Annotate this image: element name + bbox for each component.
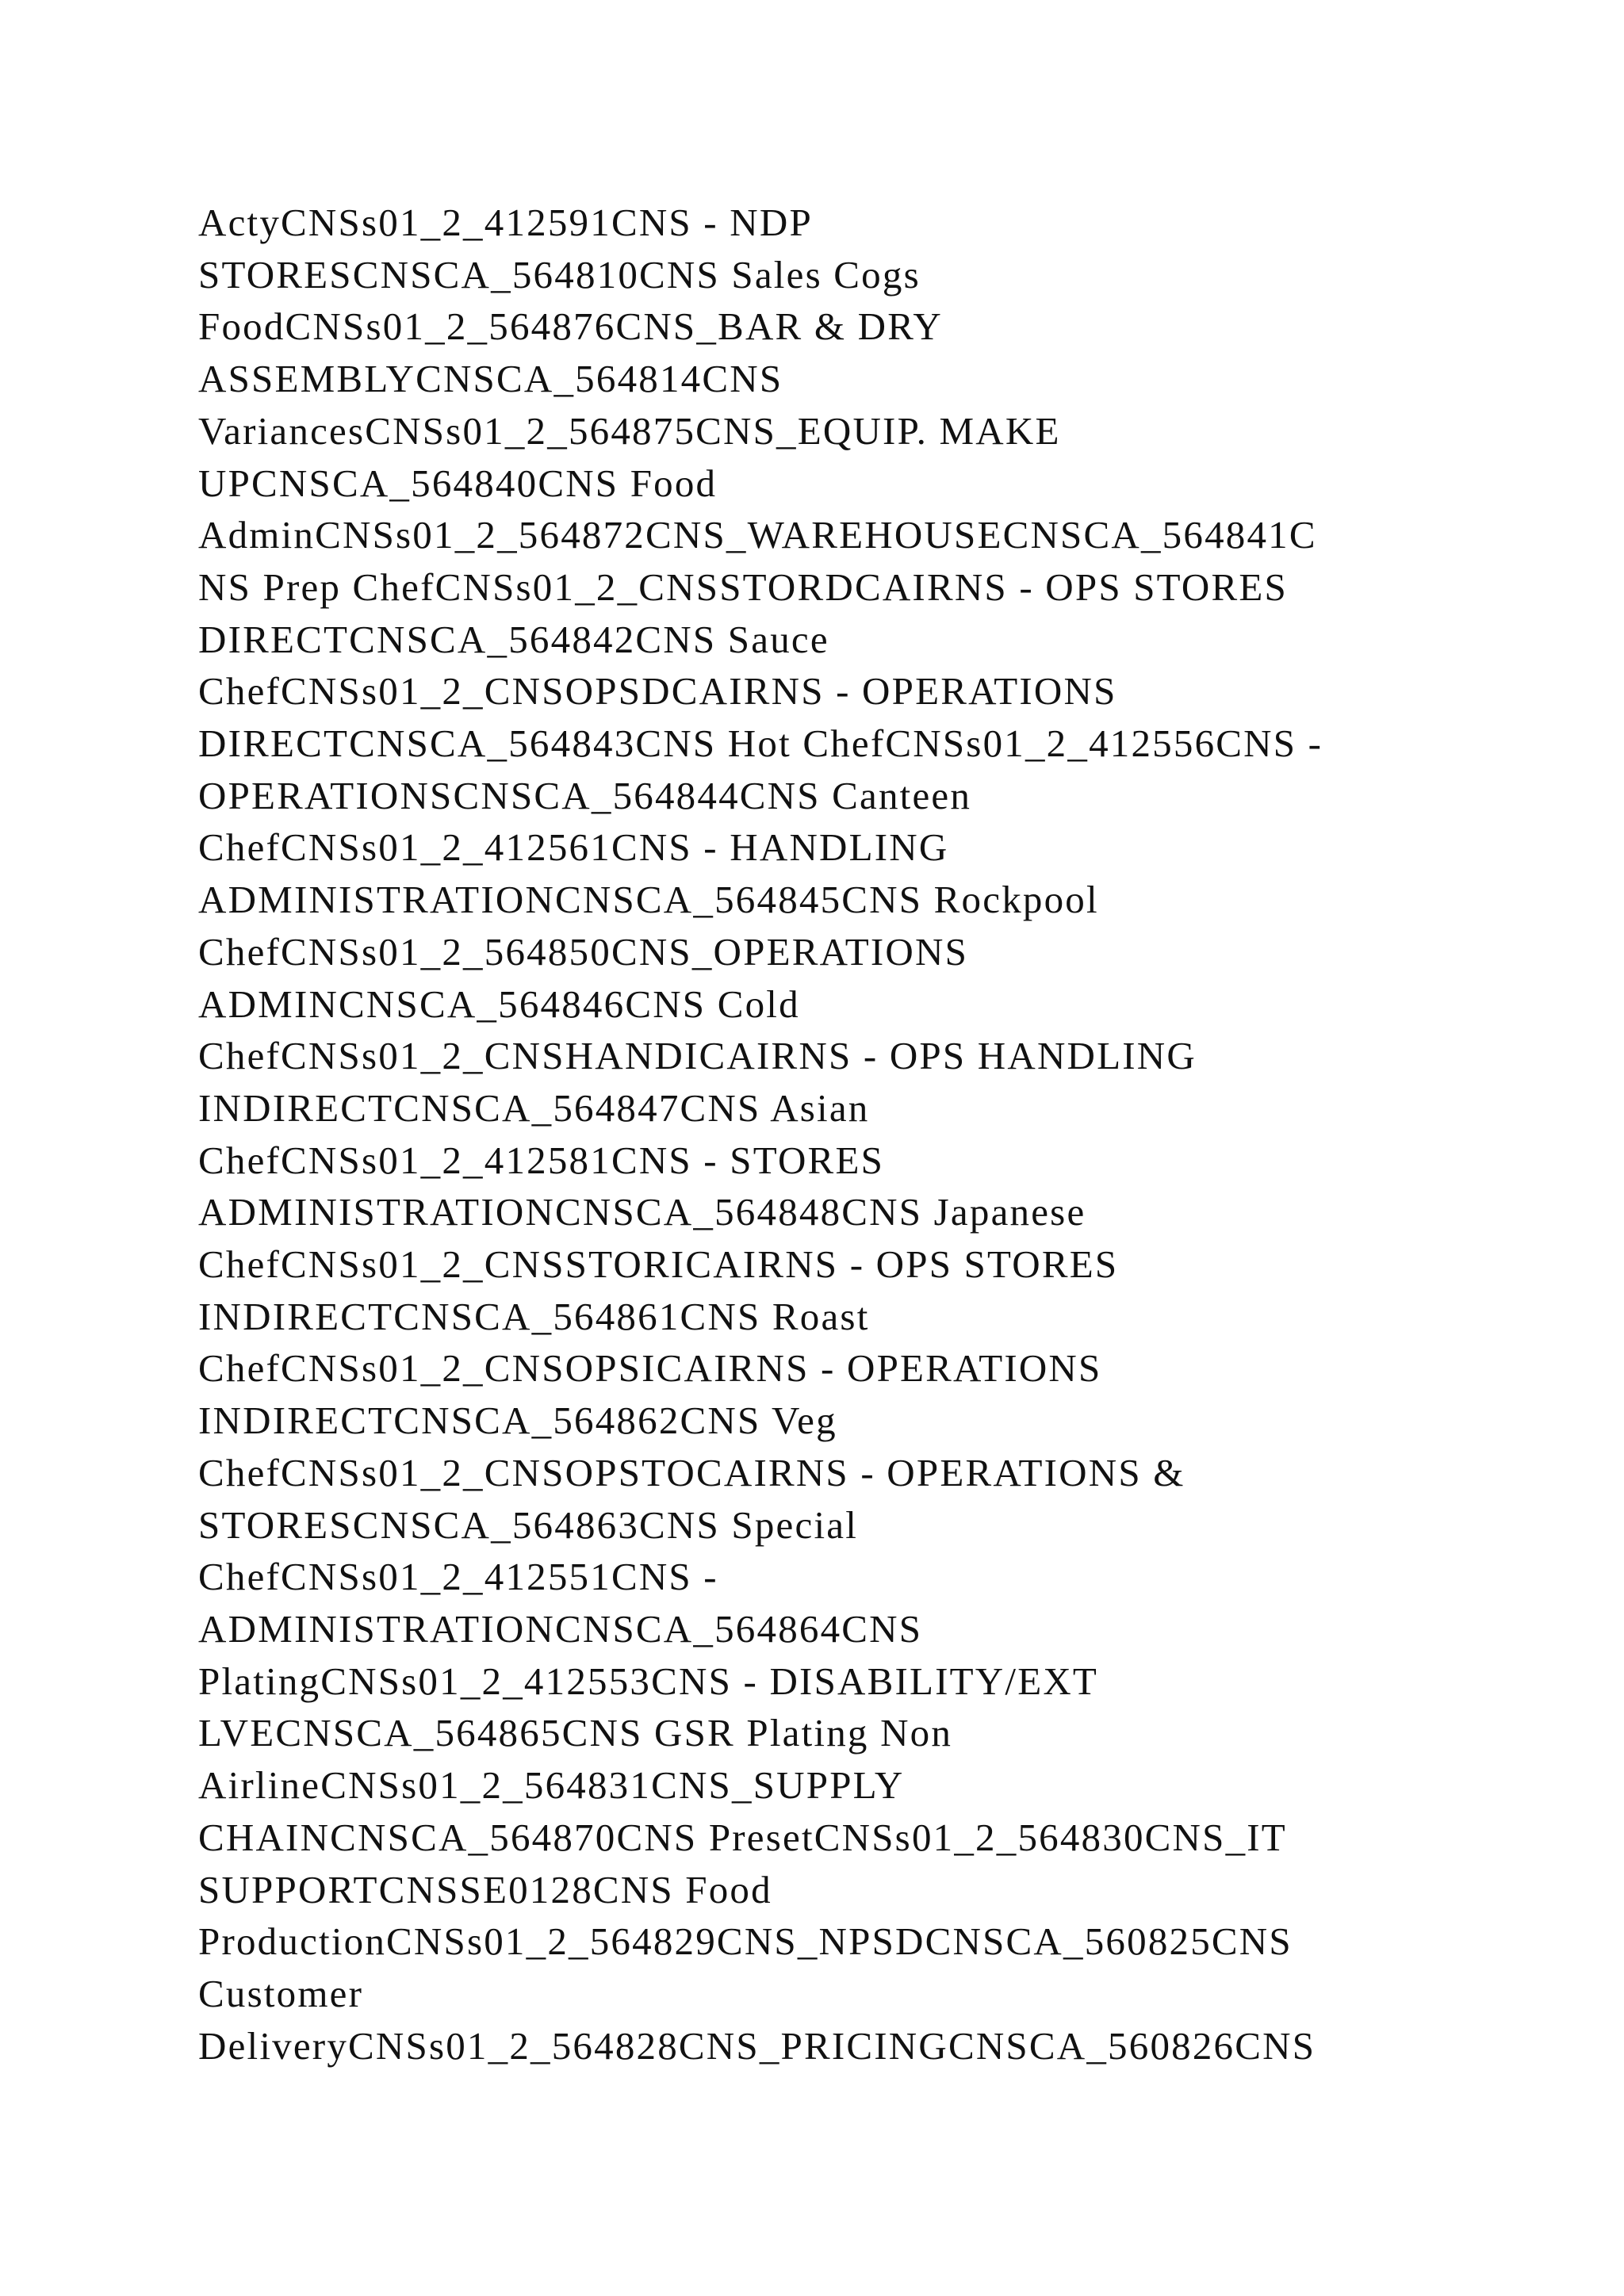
text-line: ADMINISTRATIONCNSCA_564848CNS Japanese xyxy=(198,1190,1086,1234)
document-text-block xyxy=(198,197,1507,2072)
text-line: CHAINCNSCA_564870CNS PresetCNSs01_2_564830CNS_IT xyxy=(198,1815,1287,1859)
text-line: STORESCNSCA_564863CNS Special xyxy=(198,1502,859,1547)
text-line: FoodCNSs01_2_564876CNS_BAR & DRY xyxy=(198,304,943,349)
text-line: ChefCNSs01_2_412561CNS - HANDLING xyxy=(198,825,949,870)
text-line: VariancesCNSs01_2_564875CNS_EQUIP. MAKE xyxy=(198,408,1061,453)
text-line: AirlineCNSs01_2_564831CNS_SUPPLY xyxy=(198,1763,905,1808)
text-line: ADMINISTRATIONCNSCA_564864CNS xyxy=(198,1606,923,1651)
text-line: ChefCNSs01_2_CNSOPSTOCAIRNS - OPERATIONS & xyxy=(198,1450,1185,1494)
text-line: ChefCNSs01_2_564850CNS_OPERATIONS xyxy=(198,929,969,974)
text-line: ChefCNSs01_2_CNSHANDICAIRNS - OPS HANDLING xyxy=(198,1034,1197,1078)
text-line: ASSEMBLYCNSCA_564814CNS xyxy=(198,357,783,401)
text-line: ChefCNSs01_2_CNSSTORICAIRNS - OPS STORES xyxy=(198,1242,1119,1287)
text-line: UPCNSCA_564840CNS Food xyxy=(198,461,718,505)
text-line: SUPPORTCNSSE0128CNS Food xyxy=(198,1867,772,1911)
text-line: DIRECTCNSCA_564842CNS Sauce xyxy=(198,617,829,661)
text-line: ChefCNSs01_2_CNSOPSICAIRNS - OPERATIONS xyxy=(198,1346,1102,1391)
text-line: ActyCNSs01_2_412591CNS - NDP xyxy=(198,201,813,244)
text-line: ProductionCNSs01_2_564829CNS_NPSDCNSCA_560825CNS xyxy=(198,1919,1293,1964)
text-line: PlatingCNSs01_2_412553CNS - DISABILITY/EXT xyxy=(198,1659,1099,1703)
text-line: Customer xyxy=(198,1971,364,2015)
text-line: INDIRECTCNSCA_564847CNS Asian xyxy=(198,1085,870,1130)
text-line: AdminCNSs01_2_564872CNS_WAREHOUSECNSCA_564841C xyxy=(198,513,1317,557)
text-line: LVECNSCA_564865CNS GSR Plating Non xyxy=(198,1711,953,1755)
text-line: ChefCNSs01_2_CNSOPSDCAIRNS - OPERATIONS xyxy=(198,669,1117,714)
text-line: OPERATIONSCNSCA_564844CNS Canteen xyxy=(198,773,972,817)
text-line: ChefCNSs01_2_412581CNS - STORES xyxy=(198,1138,885,1182)
text-line: ADMINISTRATIONCNSCA_564845CNS Rockpool xyxy=(198,878,1099,922)
text-line: STORESCNSCA_564810CNS Sales Cogs xyxy=(198,252,921,297)
text-line: ADMINCNSCA_564846CNS Cold xyxy=(198,982,800,1026)
text-line: NS Prep ChefCNSs01_2_CNSSTORDCAIRNS - OPS STORES xyxy=(198,564,1288,609)
text-line: DIRECTCNSCA_564843CNS Hot ChefCNSs01_2_412556CNS - xyxy=(198,721,1323,766)
text-line: DeliveryCNSs01_2_564828CNS_PRICINGCNSCA_560826CNS xyxy=(198,2023,1316,2068)
text-line: ChefCNSs01_2_412551CNS - xyxy=(198,1555,718,1599)
text-line: INDIRECTCNSCA_564861CNS Roast xyxy=(198,1294,870,1338)
text-line: INDIRECTCNSCA_564862CNS Veg xyxy=(198,1399,837,1443)
